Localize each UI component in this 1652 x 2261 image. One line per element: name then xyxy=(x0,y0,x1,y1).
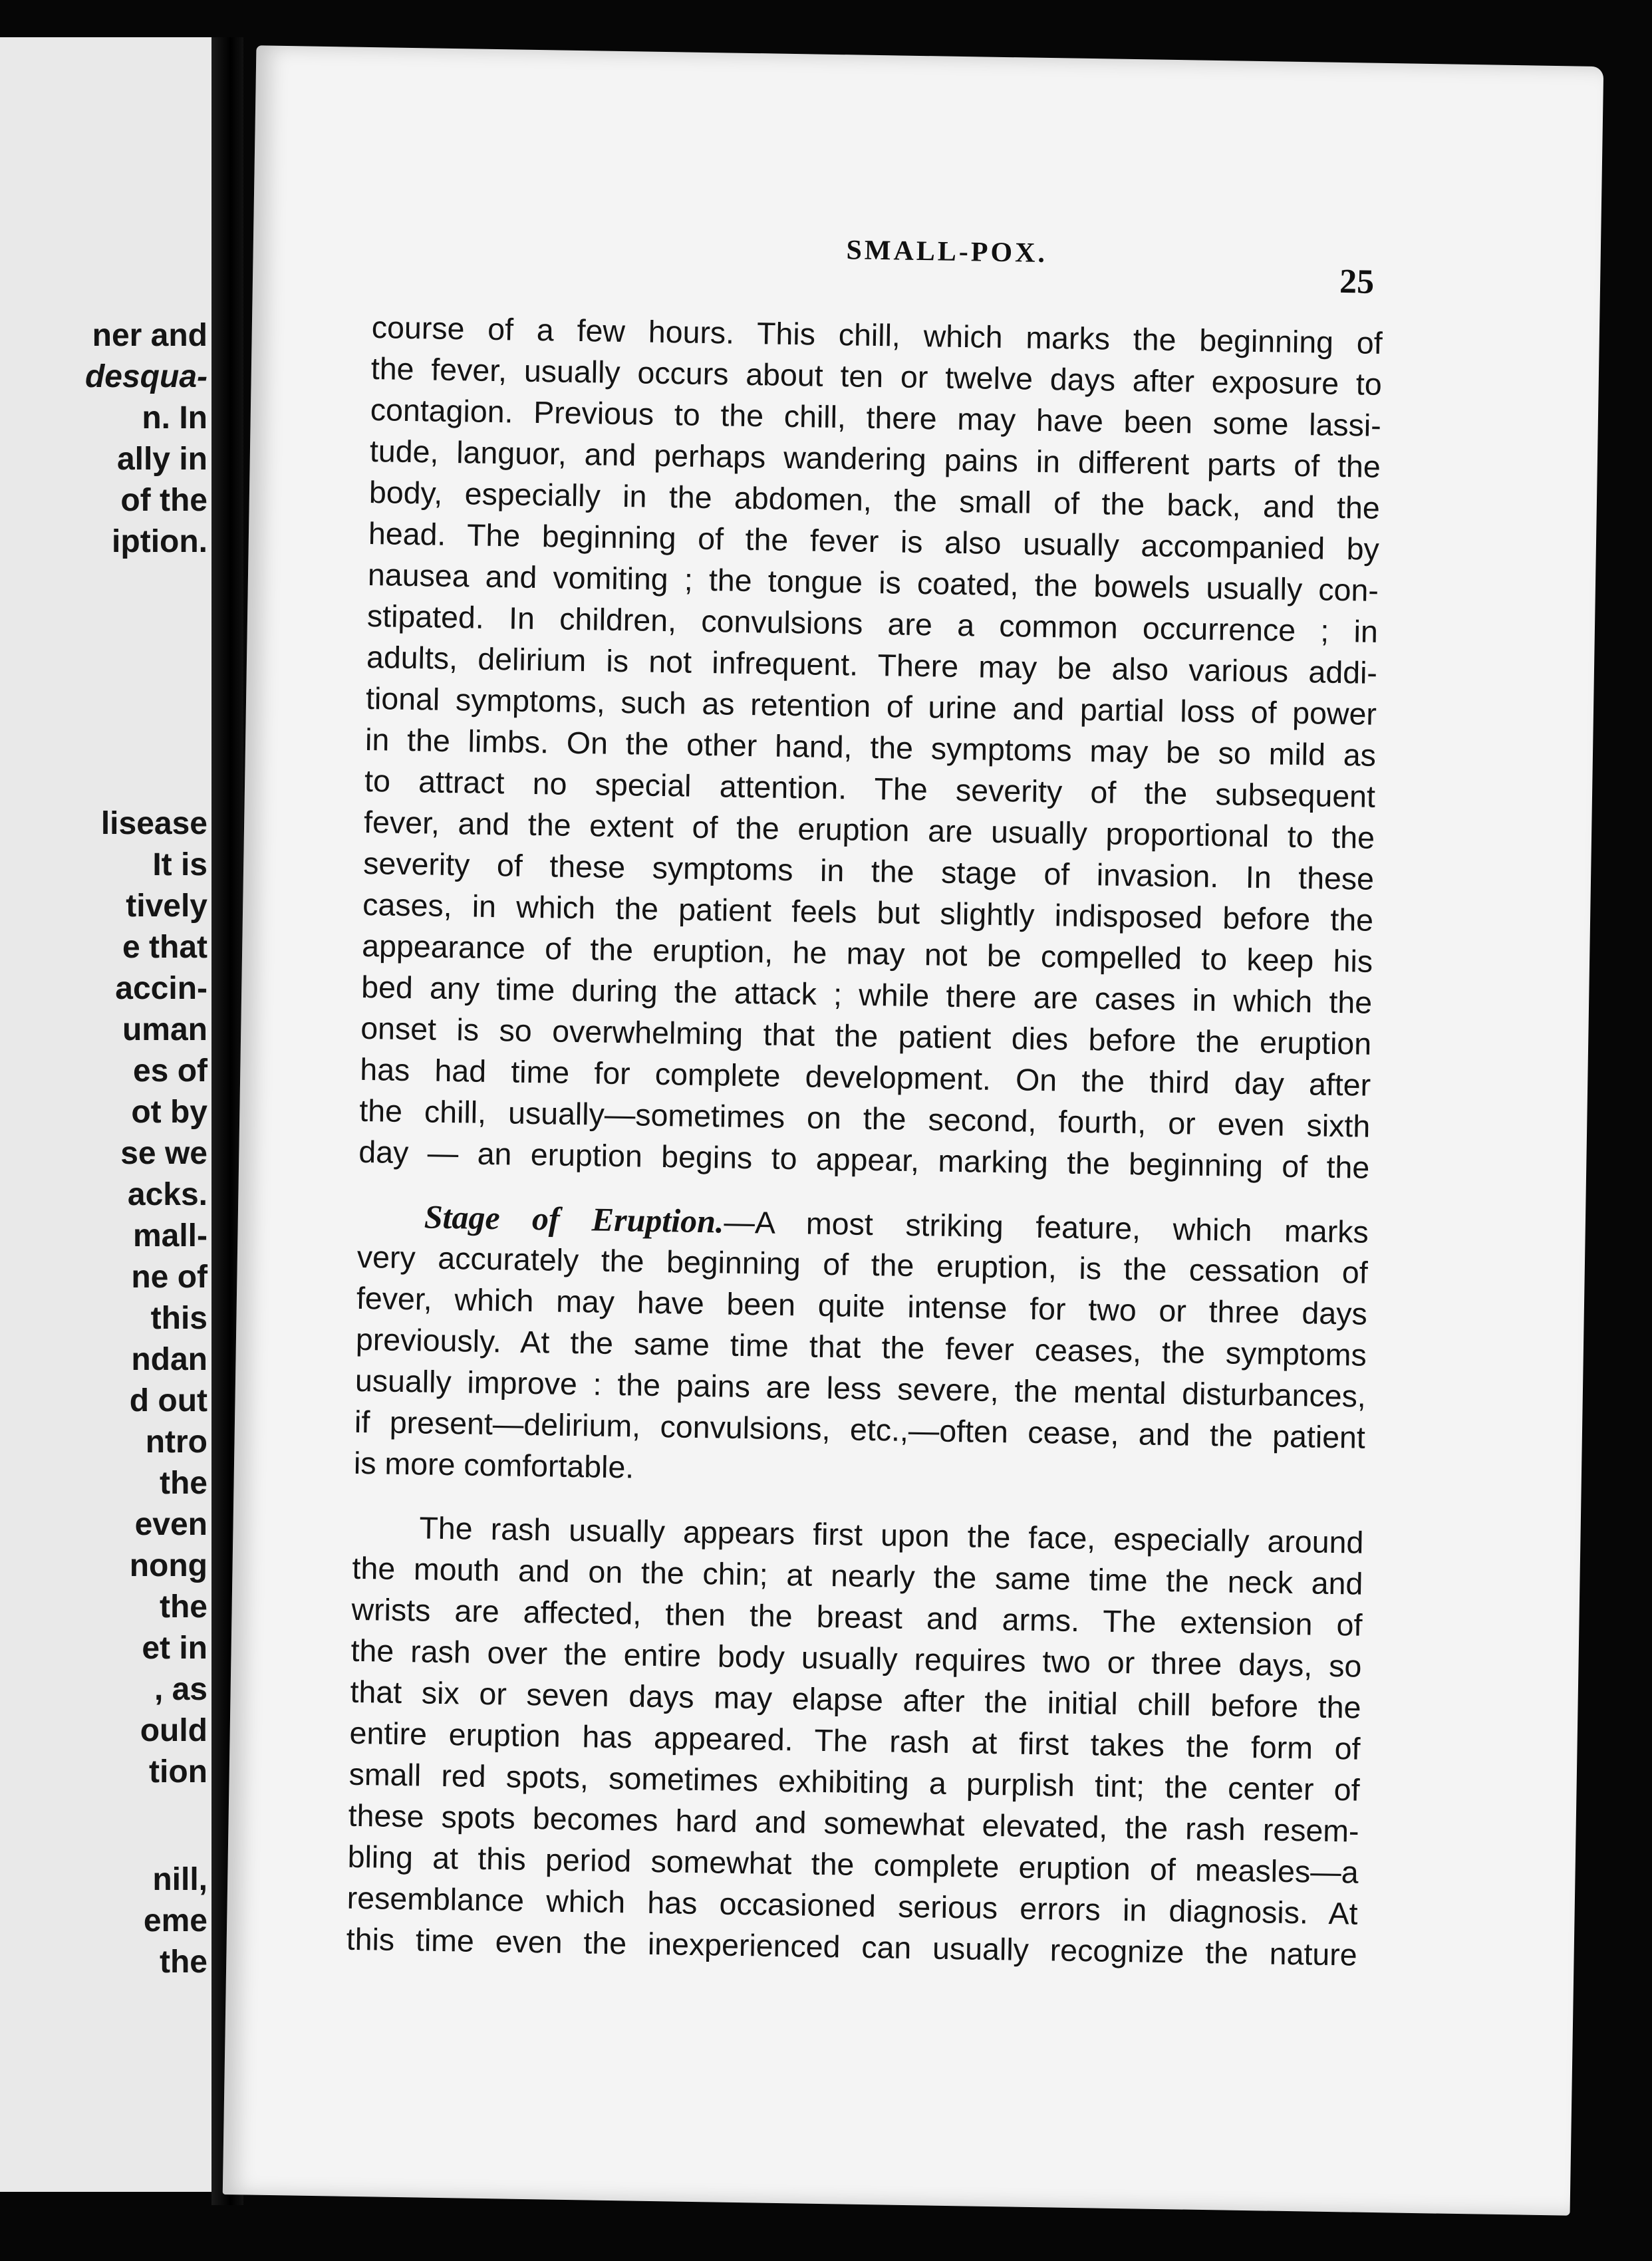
text-line: these spots becomes hard and somewhat elevated, the rash resem- xyxy=(348,1797,1359,1849)
text-line: this time even the inexperienced can usually recognize the nature xyxy=(346,1921,1358,1972)
text-line: entire eruption has appeared. The rash at first takes the form of xyxy=(349,1715,1361,1766)
facing-line: lisease xyxy=(100,806,207,841)
paragraph xyxy=(358,307,1383,1188)
facing-line: ntro xyxy=(145,1424,207,1460)
page-number: 25 xyxy=(1339,262,1375,301)
text-line: very accurately the beginning of the eruption, is the cessation of xyxy=(356,1239,1369,1290)
facing-line: n. In xyxy=(142,400,207,436)
text-line: that six or seven days may elapse after the initial chill before the xyxy=(350,1674,1361,1725)
text-line: has had time for complete development. On the third day after xyxy=(359,1051,1371,1103)
facing-line: even xyxy=(134,1507,207,1542)
facing-line: tion xyxy=(149,1754,207,1790)
body-text xyxy=(346,307,1383,1976)
facing-line: the xyxy=(160,1466,207,1501)
facing-line: eme xyxy=(143,1903,207,1938)
text-line: bling at this period somewhat the complete eruption of measles—a xyxy=(347,1839,1359,1890)
text-line: small red spots, sometimes exhibiting a purplish tint; the center of xyxy=(348,1756,1360,1807)
text-line: the chill, usually—sometimes on the second, fourth, or even sixth xyxy=(358,1093,1371,1144)
facing-line: nong xyxy=(129,1548,207,1583)
text-line: tude, languor, and perhaps wandering pains in different parts of the xyxy=(369,434,1381,484)
paragraph xyxy=(354,1195,1369,1500)
text-line: head. The beginning of the fever is also usually accompanied by xyxy=(368,516,1380,567)
facing-line: desqua- xyxy=(84,359,207,394)
text-line: severity of these symptoms in the stage of invasion. In these xyxy=(362,845,1375,896)
text-line: onset is so overwhelming that the patient dies before the eruption xyxy=(360,1010,1372,1061)
text-line: fever, and the extent of the eruption are usually proportional to the xyxy=(363,804,1375,855)
text-line: to attract no special attention. The severity of the subsequent xyxy=(364,763,1376,814)
facing-page xyxy=(0,37,211,2192)
text-line: the mouth and on the chin; at nearly the same time the neck and xyxy=(352,1550,1363,1601)
text-line: the rash over the entire body usually requires two or three days, so xyxy=(350,1633,1362,1684)
text-line: previously. At the same time that the fever ceases, the symptoms xyxy=(355,1321,1367,1373)
facing-line: the xyxy=(160,1944,207,1980)
facing-line: se we xyxy=(120,1136,207,1171)
facing-line: nill, xyxy=(152,1862,207,1897)
text-line: contagion. Previous to the chill, there may have been some lassi- xyxy=(370,392,1382,443)
facing-line: acks. xyxy=(127,1177,207,1212)
paragraph xyxy=(346,1506,1364,1976)
facing-line: accin- xyxy=(115,971,207,1006)
facing-line: e that xyxy=(122,930,207,965)
text-line: in the limbs. On the other hand, the symptoms may be so mild as xyxy=(364,722,1377,773)
text-line: appearance of the eruption, he may not be compelled to keep his xyxy=(361,928,1373,979)
facing-line: ould xyxy=(140,1713,207,1748)
text-line: fever, which may have been quite intense for two or three days xyxy=(356,1280,1368,1331)
text-line: nausea and vomiting ; the tongue is coated, the bowels usually con- xyxy=(367,557,1379,608)
text-line: bed any time during the attack ; while there are cases in which the xyxy=(360,969,1373,1020)
facing-line: ndan xyxy=(131,1342,207,1377)
text-line: The rash usually appears first upon the face, especially around xyxy=(419,1510,1364,1560)
facing-line: , as xyxy=(154,1672,207,1707)
text-line: tional symptoms, such as retention of urine and partial loss of power xyxy=(365,680,1377,732)
text-line: is more comfortable. xyxy=(353,1445,634,1485)
section-heading: Stage of Eruption. xyxy=(424,1198,724,1240)
facing-line: of the xyxy=(120,483,207,518)
facing-line: es of xyxy=(132,1053,207,1089)
facing-line: the xyxy=(160,1589,207,1625)
text-line: course of a few hours. This chill, which marks the beginning of xyxy=(371,310,1383,360)
text-line: resemblance which has occasioned serious errors in diagnosis. At xyxy=(346,1880,1358,1931)
text-line: the fever, usually occurs about ten or twelve days after exposure to xyxy=(370,351,1383,402)
facing-page-column-top xyxy=(0,315,207,563)
facing-line: ot by xyxy=(131,1095,207,1130)
facing-line: iption. xyxy=(112,524,207,559)
facing-line: It is xyxy=(152,847,207,882)
facing-line: tively xyxy=(126,888,207,924)
book-page xyxy=(223,45,1604,2215)
facing-line: d out xyxy=(129,1383,207,1418)
text-line: adults, delirium is not infrequent. There may be also various addi- xyxy=(366,640,1378,690)
running-head: SMALL-POX. xyxy=(846,235,1048,269)
facing-line: mall- xyxy=(132,1218,207,1254)
facing-line: ne of xyxy=(131,1260,207,1295)
text-line: wrists are affected, then the breast and arms. The extension of xyxy=(351,1591,1363,1643)
facing-page-column-middle xyxy=(0,803,207,1793)
facing-line: ally in xyxy=(116,442,207,477)
facing-line: uman xyxy=(122,1012,207,1047)
facing-line: et in xyxy=(142,1631,207,1666)
text-line: usually improve : the pains are less severe, the mental disturbances, xyxy=(354,1363,1367,1414)
facing-line: this xyxy=(150,1301,207,1336)
text-line: day — an eruption begins to appear, marking the beginning of the xyxy=(358,1134,1370,1185)
facing-page-column-bottom xyxy=(0,1859,207,1983)
text-line: cases, in which the patient feels but slightly indisposed before the xyxy=(362,886,1374,938)
facing-line: ner and xyxy=(92,318,207,353)
text-line: if present—delirium, convulsions, etc.,—often cease, and the patient xyxy=(354,1404,1366,1455)
text-run: —A most striking feature, which marks xyxy=(724,1204,1369,1250)
text-line: body, especially in the abdomen, the small of the back, and the xyxy=(368,475,1381,525)
text-line: stipated. In children, convulsions are a common occurrence ; in xyxy=(366,598,1379,649)
